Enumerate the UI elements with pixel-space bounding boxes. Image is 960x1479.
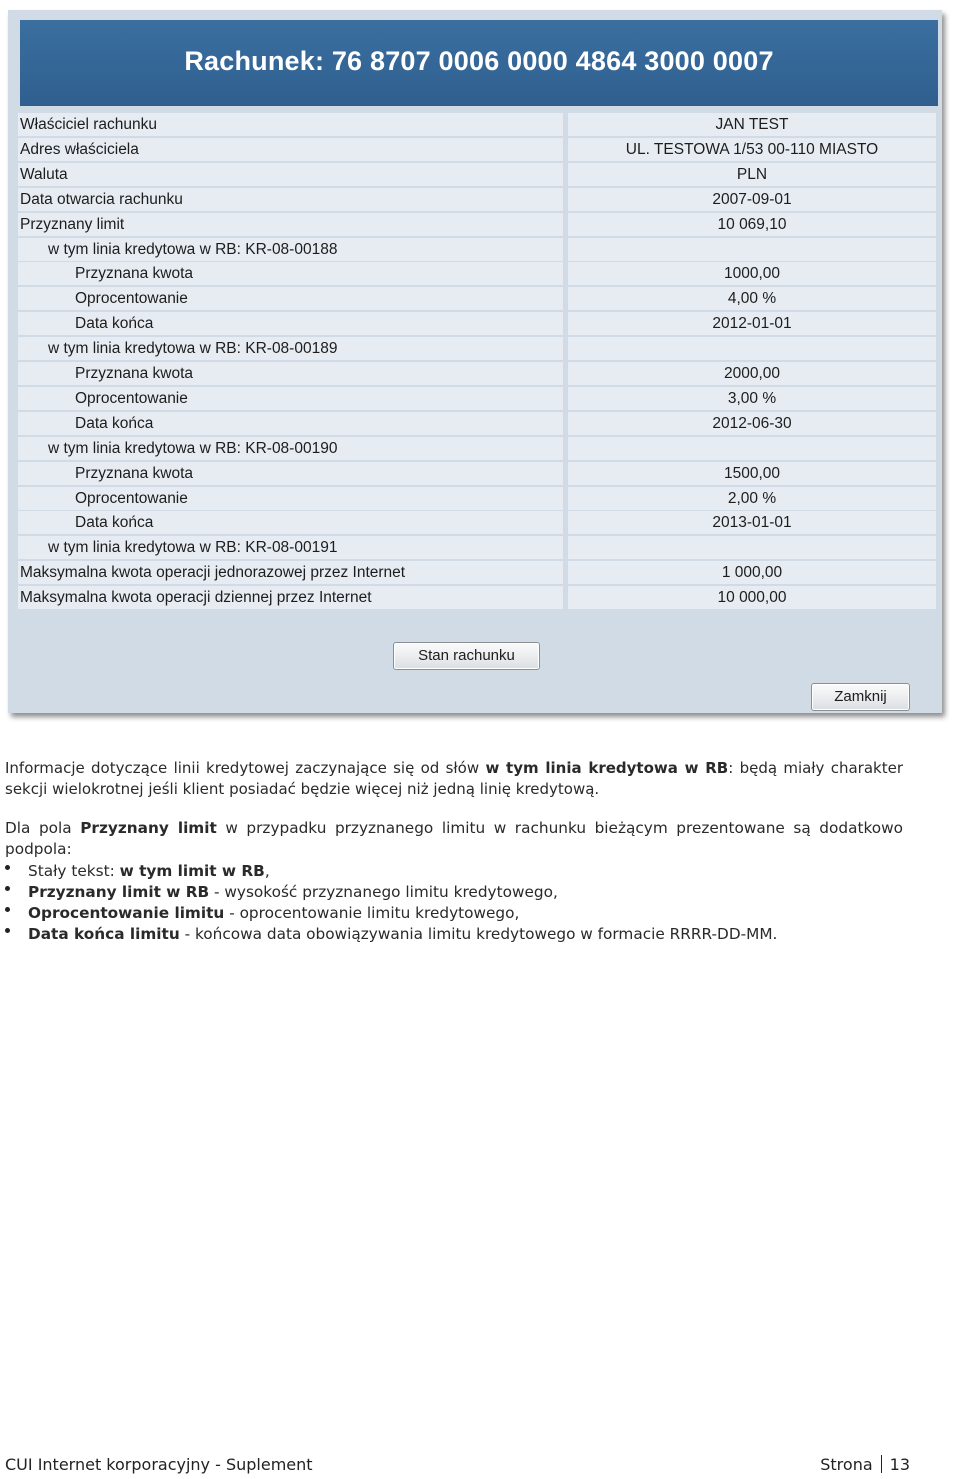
detail-value [568,337,936,360]
bullet-icon [5,886,10,891]
detail-label-cell [18,511,563,534]
detail-row [18,113,936,137]
detail-value: 2007-09-01 [568,188,936,211]
detail-label-cell [18,113,563,136]
footer-title: CUI Internet korporacyjny - Suplement [5,1455,313,1474]
detail-row [18,337,936,361]
detail-label: Data końca [75,315,154,333]
detail-value: 1000,00 [568,262,936,285]
page-number: 13 [889,1455,910,1474]
page-separator [881,1455,882,1473]
detail-label: Data końca [75,414,154,432]
list-item [5,903,935,924]
detail-value: 2012-01-01 [568,312,936,335]
paragraph-text: Dla pola [5,819,81,837]
detail-row [18,586,936,610]
list-item-text: Stały tekst: [28,862,120,880]
detail-row [18,487,936,511]
detail-label-cell [18,238,563,261]
detail-label: Data końca [75,514,154,532]
detail-label: Przyznany limit [20,215,125,233]
list-item-term: Oprocentowanie limitu [28,904,225,922]
detail-value: 2000,00 [568,362,936,385]
list-item-text: - końcowa data obowiązywania limitu kredytowego w formacie RRRR-DD-MM. [179,925,778,943]
window-header [20,20,938,106]
account-details-window [8,10,942,713]
detail-value: UL. TESTOWA 1/53 00-110 MIASTO [568,138,936,161]
detail-value [568,437,936,460]
paragraph-bold-text: w tym linia kredytowa w RB [485,759,729,777]
detail-label: Adres właściciela [20,140,139,158]
footer-page [820,1455,910,1474]
detail-label-cell [18,586,563,609]
detail-label: w tym linia kredytowa w RB: KR-08-00190 [48,439,338,457]
detail-label-cell [18,487,563,510]
detail-label: Maksymalna kwota operacji jednorazowej przez Internet [20,564,406,582]
detail-row [18,138,936,162]
list-item-term: w tym limit w RB [119,862,265,880]
detail-label-cell [18,362,563,385]
paragraph-text: Informacje dotyczące linii kredytowej zaczynające się od słów [5,759,486,777]
detail-label-cell [18,462,563,485]
bullet-icon [5,865,10,870]
detail-label-cell [18,337,563,360]
detail-label: Przyznana kwota [75,464,194,482]
detail-label: Maksymalna kwota operacji dziennej przez Internet [20,589,372,607]
detail-row [18,511,936,535]
detail-label-cell [18,163,563,186]
detail-label-cell [18,262,563,285]
detail-label-cell [18,561,563,584]
detail-row [18,561,936,585]
detail-value: 10 069,10 [568,213,936,236]
detail-value: 3,00 % [568,387,936,410]
detail-value [568,238,936,261]
detail-value [568,536,936,559]
detail-value: 1 000,00 [568,561,936,584]
detail-label-cell [18,412,563,435]
detail-row [18,312,936,336]
subfield-list [5,861,935,945]
detail-label: Właściciel rachunku [20,116,157,133]
detail-label-cell [18,138,563,161]
detail-row [18,387,936,411]
detail-label: Przyznana kwota [75,265,194,283]
detail-label: Przyznana kwota [75,365,194,382]
detail-label: Oprocentowanie [75,389,188,407]
list-item [5,924,935,945]
paragraph-bold-text: Przyznany limit [80,819,217,837]
list-item [5,882,935,903]
account-balance-button[interactable]: Stan rachunku [393,642,540,670]
account-title: Rachunek: 76 8707 0006 0000 4864 3000 0007 [184,46,774,76]
detail-label-cell [18,287,563,310]
detail-row [18,536,936,560]
detail-label: Oprocentowanie [75,290,188,308]
detail-label-cell [18,387,563,410]
detail-row [18,362,936,386]
list-item-text: - wysokość przyznanego limitu kredytowego, [209,883,558,901]
detail-value: 2,00 % [568,487,936,510]
detail-row [18,188,936,212]
paragraph-text: : będą miały charakter sekcji wielokrotnej jeśli klient posiadać będzie więcej niż jedną linię kredytową. [5,759,904,798]
detail-value: JAN TEST [568,113,936,136]
detail-row [18,213,936,237]
paragraph-granted-limit [5,818,903,860]
detail-value: 10 000,00 [568,586,936,609]
detail-label: Waluta [20,165,68,183]
detail-row [18,462,936,486]
detail-value: 2013-01-01 [568,511,936,534]
paragraph-credit-lines [5,758,903,800]
paragraph-text: w przypadku przyznanego limitu w rachunku bieżącym prezentowane są dodatkowo podpola: [5,819,903,858]
list-item-text: - oprocentowanie limitu kredytowego, [224,904,520,922]
list-item [5,861,935,882]
detail-row [18,437,936,461]
detail-label-cell [18,213,563,236]
detail-row [18,163,936,187]
detail-value: PLN [568,163,936,186]
detail-label: Oprocentowanie [75,489,188,507]
detail-label-cell [18,312,563,335]
list-item-term: Przyznany limit w RB [28,883,210,901]
list-item-term: Data końca limitu [28,925,180,943]
page-label: Strona [820,1455,873,1474]
detail-value: 1500,00 [568,462,936,485]
detail-label: w tym linia kredytowa w RB: KR-08-00188 [48,240,338,258]
detail-row [18,412,936,436]
list-item-text: , [264,862,270,880]
detail-label: w tym linia kredytowa w RB: KR-08-00189 [48,340,338,358]
detail-value: 4,00 % [568,287,936,310]
detail-label: Data otwarcia rachunku [20,190,183,208]
detail-value: 2012-06-30 [568,412,936,435]
bullet-icon [5,928,10,933]
detail-label: w tym linia kredytowa w RB: KR-08-00191 [48,539,338,557]
bullet-icon [5,907,10,912]
detail-label-cell [18,188,563,211]
detail-row [18,238,936,262]
detail-label-cell [18,536,563,559]
detail-label-cell [18,437,563,460]
detail-row [18,262,936,286]
close-button[interactable]: Zamknij [811,683,910,711]
detail-row [18,287,936,311]
